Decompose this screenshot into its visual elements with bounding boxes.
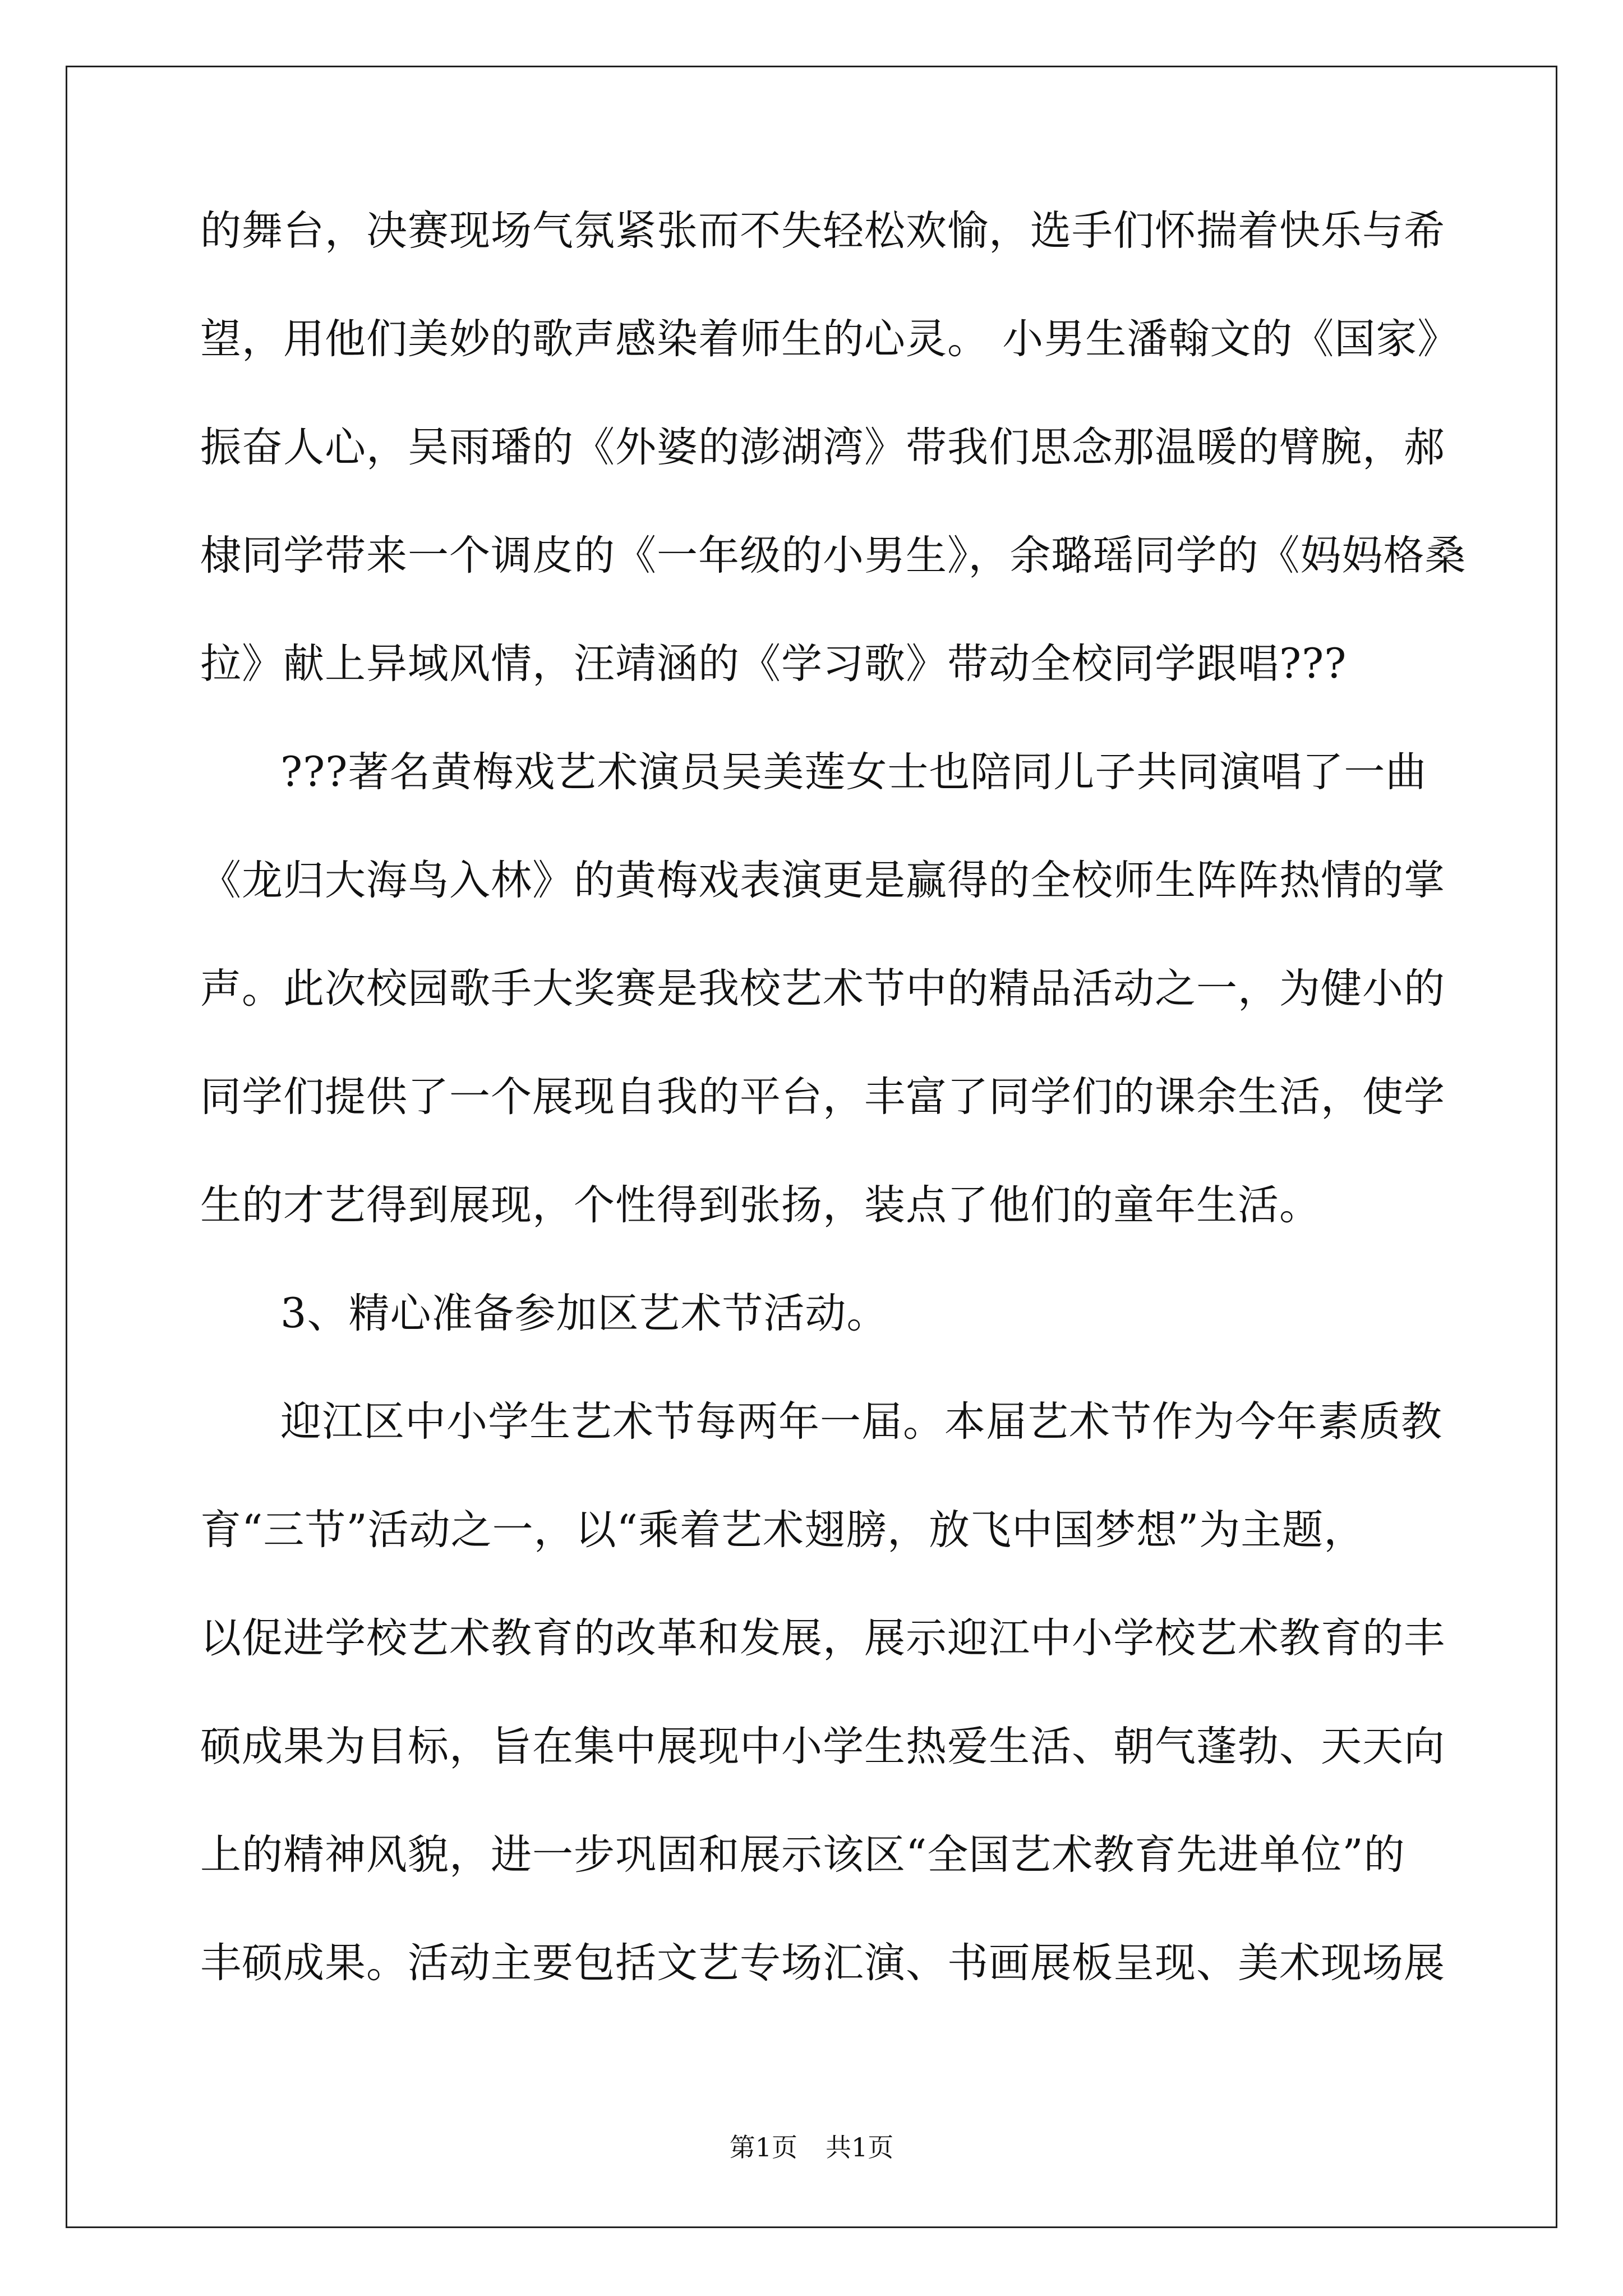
text-line-7: 《龙归大海鸟入林》的黄梅戏表演更是赢得的全校师生阵阵热情的掌 [200, 857, 1445, 904]
text-line-2: 望，用他们美妙的歌声感染着师生的心灵。 小男生潘翰文的《国家》 [200, 315, 1459, 363]
text-line-5: 拉》献上异域风情，汪靖涵的《学习歌》带动全校同学跟唱??? [200, 640, 1347, 688]
section-heading: 3、精心准备参加区艺术节活动。 [280, 1290, 888, 1337]
text-line-8: 声。此次校园歌手大奖赛是我校艺术节中的精品活动之一，为健小的 [200, 965, 1445, 1013]
text-line-1: 的舞台，决赛现场气氛紧张而不失轻松欢愉，选手们怀揣着快乐与希 [200, 207, 1445, 255]
text-line-15: 硕成果为目标，旨在集中展现中小学生热爱生活、朝气蓬勃、天天向 [200, 1723, 1445, 1770]
text-line-4: 棣同学带来一个调皮的《一年级的小男生》，余璐瑶同学的《妈妈格桑 [200, 532, 1467, 579]
page-number: 第1页 [729, 2132, 797, 2162]
text-line-14: 以促进学校艺术教育的改革和发展，展示迎江中小学校艺术教育的丰 [200, 1614, 1445, 1662]
page-border [66, 66, 1557, 2228]
text-line-10: 生的才艺得到展现，个性得到张扬，装点了他们的童年生活。 [200, 1181, 1321, 1229]
text-line-13: 育“三节”活动之一，以“乘着艺术翅膀，放飞中国梦想”为主题， [200, 1506, 1366, 1554]
text-line-9: 同学们提供了一个展现自我的平台，丰富了同学们的课余生活，使学 [200, 1073, 1445, 1121]
page-total: 共1页 [826, 2132, 894, 2162]
text-line-12: 迎江区中小学生艺术节每两年一届。本届艺术节作为今年素质教 [280, 1398, 1442, 1446]
text-line-3: 振奋人心，吴雨璠的《外婆的澎湖湾》带我们思念那温暖的臂腕，郝 [200, 424, 1445, 471]
text-line-6: ???著名黄梅戏艺术演员吴美莲女士也陪同儿子共同演唱了一曲 [280, 748, 1427, 796]
text-line-17: 丰硕成果。活动主要包括文艺专场汇演、书画展板呈现、美术现场展 [200, 1939, 1445, 1987]
text-line-16: 上的精神风貌，进一步巩固和展示该区“全国艺术教育先进单位”的 [200, 1831, 1405, 1879]
page-footer [0, 2131, 1623, 2164]
